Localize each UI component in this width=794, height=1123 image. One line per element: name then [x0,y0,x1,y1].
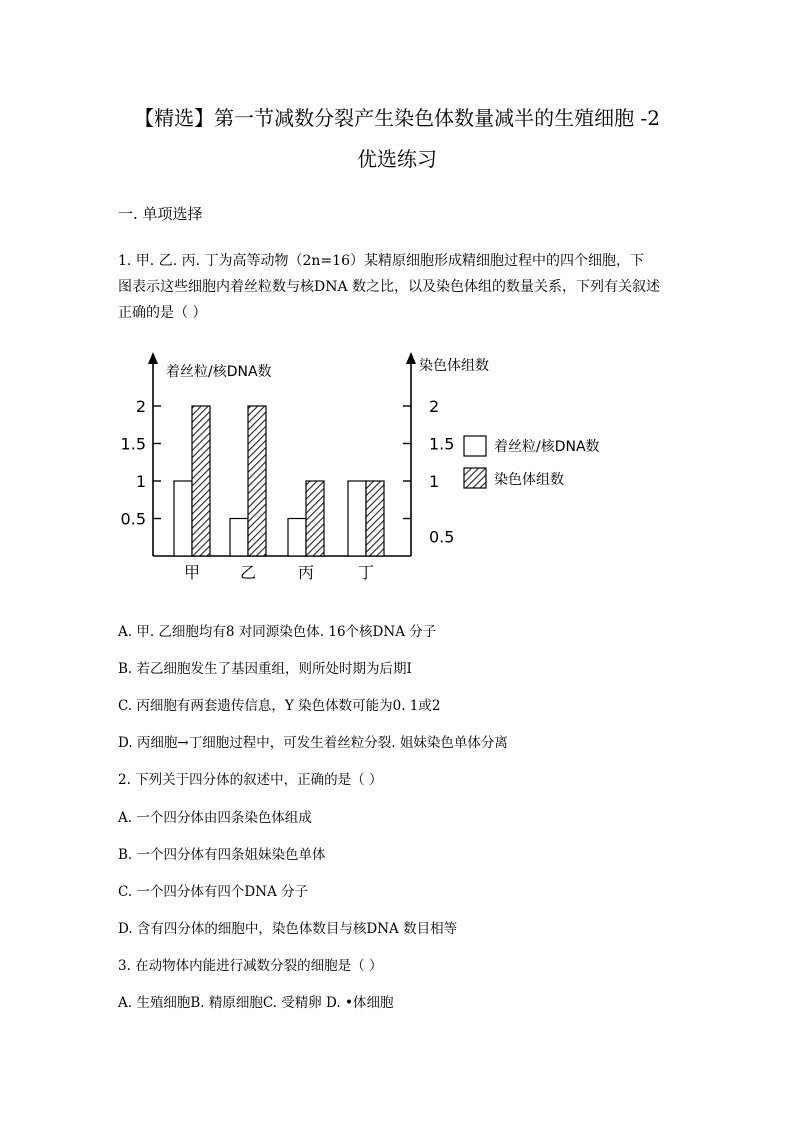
question-3-stem: 3. 在动物体内能进行减数分裂的细胞是（ ） [118,958,383,974]
category-label: 甲 [183,563,201,582]
bar-chart [118,340,618,590]
right-axis-label: 染色体组数 [419,358,489,374]
right-axis [406,352,416,556]
left-axis [148,352,158,556]
question-2-option-d: D. 含有四分体的细胞中，染色体数目与核DNA 数目相等 [118,921,458,937]
category-label: 丁 [357,563,375,582]
document-title-line1: 【精选】第一节减数分裂产生染色体数量减半的生殖细胞 -2 [134,106,660,130]
left-tick-label: 1 [135,472,146,491]
question-1-stem-line2: 图表示这些细胞内着丝粒数与核DNA 数之比，以及染色体组的数量关系，下列有关叙述 [118,279,661,295]
legend-swatch-white [464,436,486,456]
right-tick-label: 2 [429,397,440,416]
section-heading: 一. 单项选择 [118,205,203,223]
question-1-stem-line3: 正确的是（ ） [118,305,207,321]
legend [464,436,600,488]
legend-label-2: 染色体组数 [494,472,564,488]
question-1-option-d: D. 丙细胞→丁细胞过程中，可发生着丝粒分裂. 姐妹染色单体分离 [118,735,508,751]
question-1-stem [118,248,684,326]
question-1-option-b: B. 若乙细胞发生了基因重组，则所处时期为后期I [118,661,412,677]
document-title-line2: 优选练习 [357,147,437,171]
bar-丙-chromosome-sets [306,481,324,556]
question-2-option-a: A. 一个四分体由四条染色体组成 [118,810,312,826]
category-label: 乙 [239,563,257,582]
question-2-stem: 2. 下列关于四分体的叙述中，正确的是（ ） [118,772,383,788]
left-tick-label: 2 [135,397,146,416]
question-2-option-c: C. 一个四分体有四个DNA 分子 [118,884,309,900]
left-tick-label: 0.5 [120,509,146,529]
question-1-option-c: C. 丙细胞有两套遗传信息，Y 染色体数可能为0. 1或2 [118,698,441,714]
question-2-option-b: B. 一个四分体有四条姐妹染色单体 [118,847,326,863]
right-tick-label: 0.5 [429,527,455,547]
bar-丁-ratio [348,481,366,556]
legend-swatch-hatched [464,468,486,488]
right-tick-label: 1 [429,472,440,491]
bar-丙-ratio [288,519,306,557]
left-tick-label: 1.5 [120,434,146,454]
bar-甲-ratio [174,481,192,556]
bar-丁-chromosome-sets [366,481,384,556]
bar-甲-chromosome-sets [192,406,210,556]
question-3-options: A. 生殖细胞B. 精原细胞C. 受精卵 D. •体细胞 [118,995,394,1011]
question-1-stem-line1: 1. 甲. 乙. 丙. 丁为高等动物（2n=16）某精原细胞形成精细胞过程中的四个细胞，下 [118,253,644,269]
right-tick-label: 1.5 [429,434,455,454]
question-1-option-a: A. 甲. 乙细胞均有8 对同源染色体. 16个核DNA 分子 [118,624,437,640]
left-axis-label: 着丝粒/核DNA数 [166,364,272,380]
category-label: 丙 [297,563,315,582]
bar-乙-chromosome-sets [248,406,266,556]
legend-label-1: 着丝粒/核DNA数 [494,439,600,455]
bar-乙-ratio [230,519,248,557]
